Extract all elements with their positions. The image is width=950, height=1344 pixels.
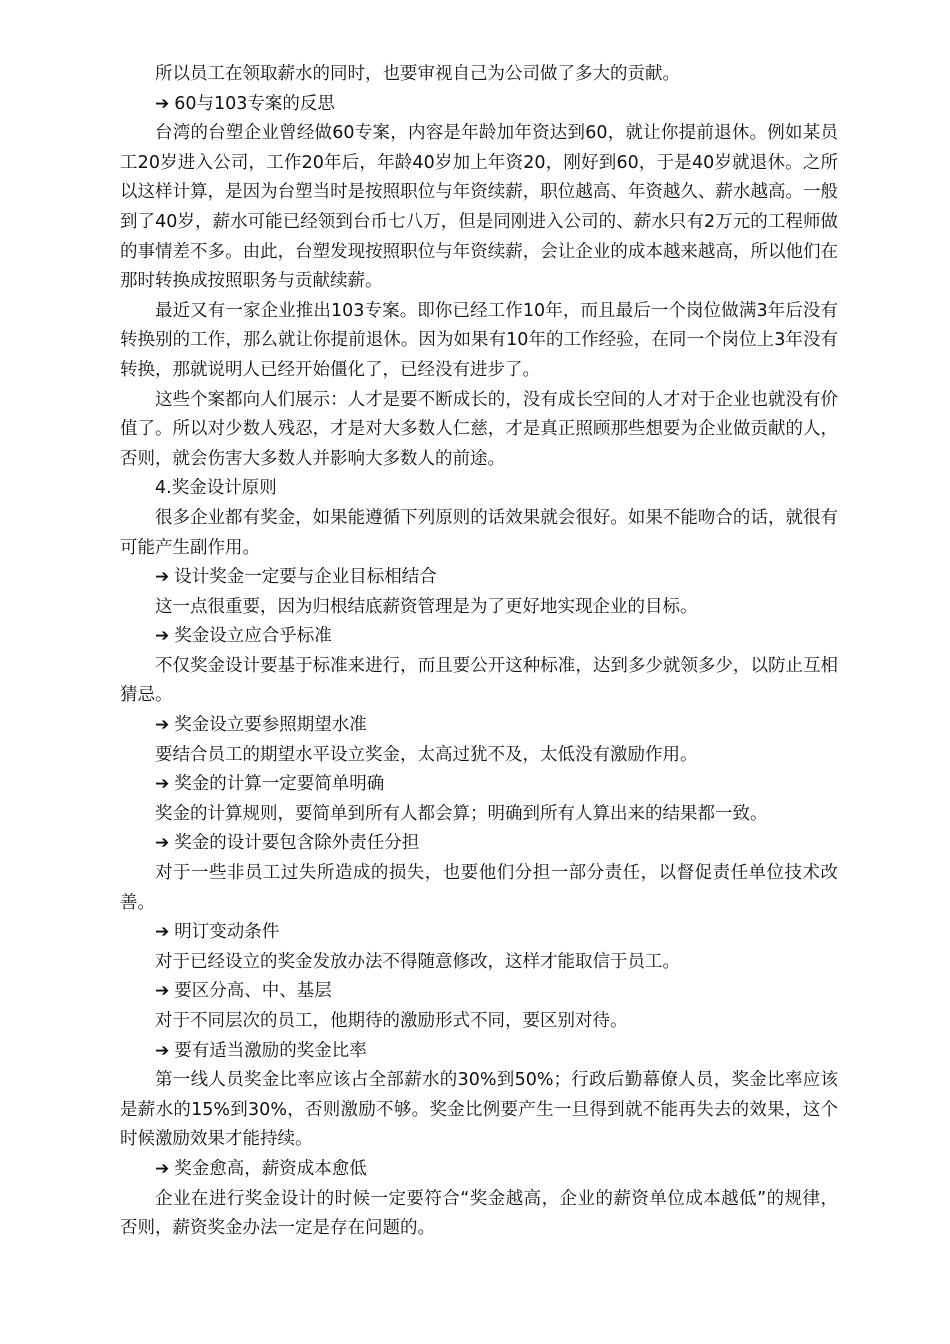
body-paragraph: 不仅奖金设计要基于标准来进行，而且要公开这种标准，达到多少就领多少，以防止互相猜忌。 (120, 655, 838, 706)
body-paragraph: 第一线人员奖金比率应该占全部薪水的30%到50%；行政后勤幕僚人员，奖金比率应该是薪水的15%到30%，否则激励不够。奖金比例要产生一旦得到就不能再失去的效果，这个时候激励效果才能持续。 (120, 1070, 838, 1150)
arrow-icon: ➔ (155, 833, 170, 854)
heading-text: 4.奖金设计原则 (155, 478, 277, 499)
section-heading (120, 474, 838, 504)
arrow-icon: ➔ (155, 93, 170, 114)
arrow-icon: ➔ (155, 626, 170, 647)
section-heading (120, 563, 838, 593)
body-paragraph: 奖金的计算规则，要简单到所有人都会算；明确到所有人算出来的结果都一致。 (155, 803, 768, 824)
arrow-icon: ➔ (155, 567, 170, 588)
arrow-icon: ➔ (155, 774, 170, 795)
heading-text: 奖金设立应合乎标准 (174, 626, 332, 647)
section-heading (120, 770, 838, 800)
heading-text: 要区分高、中、基层 (174, 981, 332, 1002)
body-paragraph: 对于不同层次的员工，他期待的激励形式不同，要区别对待。 (155, 1011, 628, 1031)
section-heading (120, 90, 838, 120)
body-paragraph: 这一点很重要，因为归根结底薪资管理是为了更好地实现企业的目标。 (155, 596, 698, 617)
heading-text: 明订变动条件 (174, 922, 280, 943)
body-paragraph: 台湾的台塑企业曾经做60专案，内容是年龄加年资达到60，就让你提前退休。例如某员工20岁进入公司，工作20年后，年龄40岁加上年资20，刚好到60，于是40岁就退休。之所以这样计算，是因为台塑当时是按照职位与年资续薪，职位越高、年资越久、薪水越高。一般到了40岁，薪水可能已经领到台币七八万，但是同刚进入公司的、薪水只有2万元的工程师做的事情差不多。由此，台塑发现按照职位与年资续薪，会让企业的成本越来越高，所以他们在那时转换成按照职务与贡献续薪。 (120, 123, 838, 292)
arrow-icon: ➔ (155, 1158, 170, 1179)
heading-text: 要有适当激励的奖金比率 (174, 1040, 367, 1061)
arrow-icon: ➔ (155, 715, 170, 736)
section-heading (120, 918, 838, 948)
section-heading (120, 622, 838, 652)
heading-text: 设计奖金一定要与企业目标相结合 (174, 567, 437, 588)
heading-text: 奖金愈高，薪资成本愈低 (174, 1158, 367, 1179)
section-heading (120, 1155, 838, 1185)
heading-text: 奖金的设计要包含除外责任分担 (174, 833, 420, 854)
section-heading (120, 977, 838, 1007)
body-paragraph: 所以员工在领取薪水的同时，也要审视自己为公司做了多大的贡献。 (155, 64, 680, 84)
arrow-icon: ➔ (155, 922, 170, 943)
body-paragraph: 对于一些非员工过失所造成的损失，也要他们分担一部分责任，以督促责任单位技术改善。 (120, 863, 838, 913)
arrow-icon: ➔ (155, 981, 170, 1002)
body-paragraph: 对于已经设立的奖金发放办法不得随意修改，这样才能取信于员工。 (155, 951, 680, 972)
body-paragraph: 要结合员工的期望水平设立奖金，太高过犹不及，太低没有激励作用。 (155, 744, 698, 765)
heading-text: 奖金的计算一定要简单明确 (174, 774, 385, 795)
section-heading (120, 711, 838, 741)
heading-text: 60与103专案的反思 (174, 93, 335, 114)
section-heading (120, 1037, 838, 1067)
body-paragraph: 最近又有一家企业推出103专案。即你已经工作10年，而且最后一个岗位做满3年后没有转换别的工作，那么就让你提前退休。因为如果有10年的工作经验，在同一个岗位上3年没有转换，那就说明人已经开始僵化了，已经没有进步了。 (120, 300, 838, 380)
body-paragraph: 这些个案都向人们展示：人才是要不断成长的，没有成长空间的人才对于企业也就没有价值了。所以对少数人残忍，才是对大多数人仁慈，才是真正照顾那些想要为企业做贡献的人，否则，就会伤害大多数人并影响大多数人的前途。 (120, 389, 838, 469)
body-paragraph: 企业在进行奖金设计的时候一定要符合“奖金越高，企业的薪资单位成本越低”的规律，否则，薪资奖金办法一定是存在问题的。 (120, 1188, 838, 1239)
arrow-icon: ➔ (155, 1040, 170, 1061)
body-paragraph: 很多企业都有奖金，如果能遵循下列原则的话效果就会很好。如果不能吻合的话，就很有可能产生副作用。 (120, 507, 838, 558)
section-heading (120, 829, 838, 859)
heading-text: 奖金设立要参照期望水准 (174, 715, 367, 736)
